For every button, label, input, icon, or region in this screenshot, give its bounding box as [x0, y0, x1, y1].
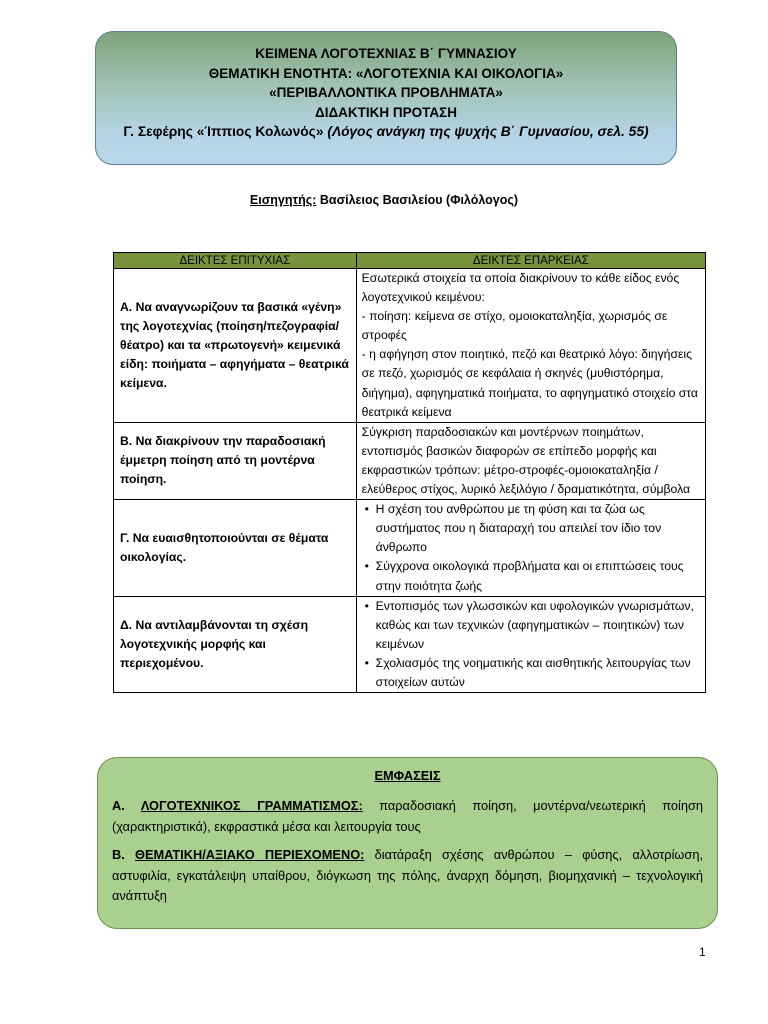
- table-cell-indicators: [356, 500, 705, 596]
- bullet-icon: •: [364, 598, 369, 613]
- table-cell-goal: Β. Να διακρίνουν την παραδοσιακή έμμετρη ποίηση από τη μοντέρνα ποίηση.: [114, 422, 357, 499]
- list-item: [364, 557, 700, 595]
- bullet-icon: •: [364, 559, 369, 574]
- list-item-text: Σύγχρονα οικολογικά προβλήματα και οι επιπτώσεις τους στην ποιότητα ζωής: [375, 559, 684, 593]
- list-item-text: Η σχέση του ανθρώπου με τη φύση και τα ζώα ως συστήματος που η διαταραχή του απειλεί τον ίδιο τον άνθρωπο: [375, 502, 662, 555]
- table-header-row: [114, 253, 706, 269]
- table-cell-goal: Δ. Να αντιλαμβάνονται τη σχέση λογοτεχνικής μορφής και περιεχομένου.: [114, 596, 357, 692]
- table-row: [114, 422, 706, 499]
- bullet-list: [362, 597, 700, 692]
- emphasis-heading: ΛΟΓΟΤΕΧΝΙΚΟΣ ΓΡΑΜΜΑΤΙΣΜΟΣ:: [140, 798, 363, 813]
- column-header-adequacy: ΔΕΙΚΤΕΣ ΕΠΑΡΚΕΙΑΣ: [356, 253, 705, 269]
- title-box: [95, 31, 677, 165]
- bullet-icon: •: [364, 502, 369, 517]
- page-number: 1: [699, 945, 706, 959]
- table-cell-goal: Α. Να αναγνωρίζουν τα βασικά «γένη» της λογοτεχνίας (ποίηση/πεζογραφία/θέατρο) και τα «πρωτογενή» κειμενικά είδη: ποιήματα – αφηγήματα – θεατρικά κείμενα.: [114, 269, 357, 423]
- emphases-box: [97, 757, 718, 929]
- bullet-icon: •: [364, 655, 369, 670]
- title-line-5: [96, 122, 676, 142]
- table-cell-goal: Γ. Να ευαισθητοποιούνται σε θέματα οικολογίας.: [114, 500, 357, 596]
- list-item-text: Εντοπισμός των γλωσσικών και υφολογικών γνωρισμάτων, καθώς και των τεχνικών (αφηγηματικών – ποιητικών) των κειμένων: [375, 598, 694, 651]
- cell-paragraph: Σύγκριση παραδοσιακών και μοντέρνων ποιημάτων, εντοπισμός βασικών διαφορών σε επίπεδο μορφής και εκφραστικών τρόπων: μέτρο-στροφές-ομοιοκαταληξία / ελεύθερος στίχος, λυρικό λεξιλόγιο / δραματικότητα, σύμβολα: [361, 424, 691, 497]
- emphasis-text: παραδοσιακή ποίηση, μοντέρνα/νεωτερική ποίηση (χαρακτηριστικά), εκφραστικά μέσα και λειτουργία τους: [112, 798, 703, 834]
- emphasis-heading: ΘΕΜΑΤΙΚΗ/ΑΞΙΑΚΟ ΠΕΡΙΕΧΟΜΕΝΟ:: [135, 847, 365, 862]
- emphases-title: ΕΜΦΑΣΕΙΣ: [374, 768, 441, 783]
- emphasis-paragraph-b: [112, 845, 703, 907]
- table-row: [114, 269, 706, 423]
- indicators-table: [113, 252, 706, 693]
- table-cell-indicators: [356, 596, 705, 692]
- list-item: [364, 500, 700, 557]
- title-line-3: «ΠΕΡΙΒΑΛΛΟΝΤΙΚΑ ΠΡΟΒΛΗΜΑΤΑ»: [269, 85, 503, 100]
- table-cell-indicators: [356, 422, 705, 499]
- emphasis-label-b: [112, 847, 364, 862]
- cell-paragraph: Εσωτερικά στοιχεία τα οποία διακρίνουν το κάθε είδος ενός λογοτεχνικού κειμένου:: [361, 271, 680, 305]
- cell-paragraph: - η αφήγηση στον ποιητικό, πεζό και θεατρικό λόγο: διηγήσεις σε πεζό, χωρισμός σε κεφάλαια ή σκηνές (μυθιστόρημα, διήγημα), αφηγηματικά ποιήματα, το αφηγηματικό στοιχείο στα θεατρικά κείμενα: [361, 347, 698, 419]
- speaker-line: [0, 193, 768, 207]
- emphasis-text: διατάραξη σχέσης ανθρώπου – φύσης, αλλοτρίωση, αστυφιλία, εγκατάλειψη υπαίθρου, διόγκωση της πόλης, άναρχη δόμηση, βιομηχανική – τεχνολογική ανάπτυξη: [112, 847, 703, 903]
- speaker-name: Βασίλειος Βασιλείου (Φιλόλογος): [316, 193, 519, 207]
- table-row: [114, 500, 706, 596]
- emphasis-label-a: [112, 798, 363, 813]
- title-source: (Λόγος ανάγκη της ψυχής Β΄ Γυμνασίου, σελ. 55): [327, 124, 649, 139]
- table-cell-indicators: [356, 269, 705, 423]
- list-item: [364, 654, 700, 692]
- emphasis-paragraph-a: [112, 796, 703, 837]
- emphasis-prefix: Α.: [112, 798, 141, 813]
- table-row: [114, 596, 706, 692]
- cell-paragraph: - ποίηση: κείμενα σε στίχο, ομοιοκαταληξία, χωρισμός σε στροφές: [361, 309, 668, 343]
- title-line-2: ΘΕΜΑΤΙΚΗ ΕΝΟΤΗΤΑ: «ΛΟΓΟΤΕΧΝΙΑ ΚΑΙ ΟΙΚΟΛΟΓΙΑ»: [208, 65, 564, 81]
- bullet-list: [362, 500, 700, 595]
- title-line-4: ΔΙΔΑΚΤΙΚΗ ΠΡΟΤΑΣΗ: [314, 104, 457, 120]
- list-item: [364, 597, 700, 654]
- title-poem: Γ. Σεφέρης «Ίππιος Κολωνός»: [123, 124, 328, 139]
- title-line-1: ΚΕΙΜΕΝΑ ΛΟΓΟΤΕΧΝΙΑΣ Β΄ ΓΥΜΝΑΣΙΟΥ: [255, 46, 517, 61]
- emphasis-prefix: Β.: [112, 847, 136, 862]
- column-header-success: ΔΕΙΚΤΕΣ ΕΠΙΤΥΧΙΑΣ: [114, 253, 357, 269]
- list-item-text: Σχολιασμός της νοηματικής και αισθητικής λειτουργίας των στοιχείων αυτών: [375, 655, 691, 689]
- speaker-label: Εισηγητής:: [249, 193, 317, 207]
